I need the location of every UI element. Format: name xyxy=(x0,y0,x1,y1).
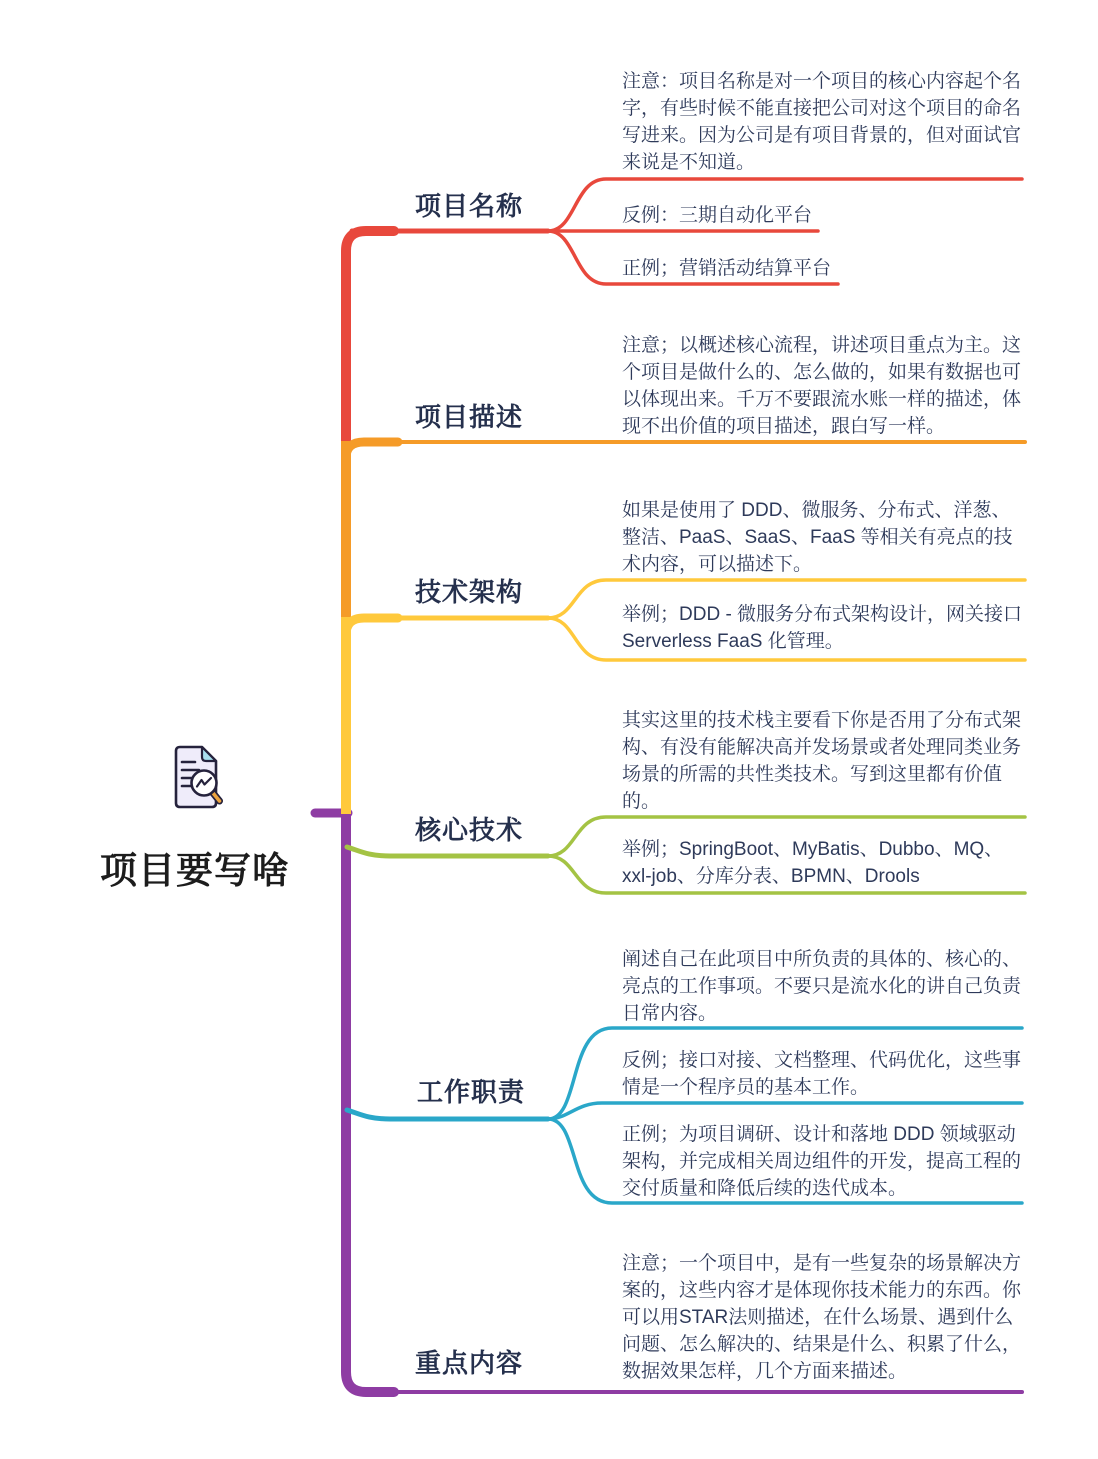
leaf-note: 注意；一个项目中，是有一些复杂的场景解决方案的，这些内容才是体现你技术能力的东西。你可以用STAR法则描述，在什么场景、遇到什么问题、怎么解决的、结果是什么、积累了什么，数据效果怎样，几个方面来描述。 xyxy=(622,1253,1022,1382)
leaf-note: 反例；接口对接、文档整理、代码优化，这些事情是一个程序员的基本工作。 xyxy=(622,1050,1022,1098)
leaf-note: 注意：项目名称是对一个项目的核心内容起个名字，有些时候不能直接把公司对这个项目的命名写进来。因为公司是有项目背景的，但对面试官来说是不知道。 xyxy=(622,71,1022,173)
leaf-note: 举例；DDD - 微服务分布式架构设计，网关接口 Serverless FaaS 化管理。 xyxy=(622,604,1023,652)
branch-label-project-name: 项目名称 xyxy=(415,191,524,221)
branch-label-tech-architecture: 技术架构 xyxy=(415,577,524,607)
branch-label-project-description: 项目描述 xyxy=(415,402,524,432)
leaf-note: 其实这里的技术栈主要看下你是否用了分布式架构、有没有能解决高并发场景或者处理同类业务场景的所需的共性类技术。写到这里都有价值的。 xyxy=(622,710,1022,812)
leaf-note: 反例：三期自动化平台 xyxy=(622,205,813,226)
leaf-note: 正例；营销活动结算平台 xyxy=(622,258,832,279)
leaf-note: 举例；SpringBoot、MyBatis、Dubbo、MQ、xxl-job、分库分表、BPMN、Drools xyxy=(622,839,1004,887)
branch-label-job-duties: 工作职责 xyxy=(417,1077,526,1107)
leaf-note: 如果是使用了 DDD、微服务、分布式、洋葱、整洁、PaaS、SaaS、FaaS 等相关有亮点的技术内容，可以描述下。 xyxy=(622,500,1013,575)
leaf-note: 正例；为项目调研、设计和落地 DDD 领域驱动架构，并完成相关周边组件的开发，提高工程的交付质量和降低后续的迭代成本。 xyxy=(622,1124,1022,1199)
root-topic: 项目要写啥 xyxy=(100,850,290,891)
leaf-note: 阐述自己在此项目中所负责的具体的、核心的、亮点的工作事项。不要只是流水化的讲自己负责日常内容。 xyxy=(622,949,1022,1024)
branch-label-key-content: 重点内容 xyxy=(415,1348,524,1378)
leaf-note: 注意；以概述核心流程，讲述项目重点为主。这个项目是做什么的、怎么做的，如果有数据也可以体现出来。千万不要跟流水账一样的描述，体现不出价值的项目描述，跟白写一样。 xyxy=(622,335,1022,437)
document-magnifier-icon xyxy=(168,742,224,812)
branch-label-core-tech: 核心技术 xyxy=(415,815,524,845)
